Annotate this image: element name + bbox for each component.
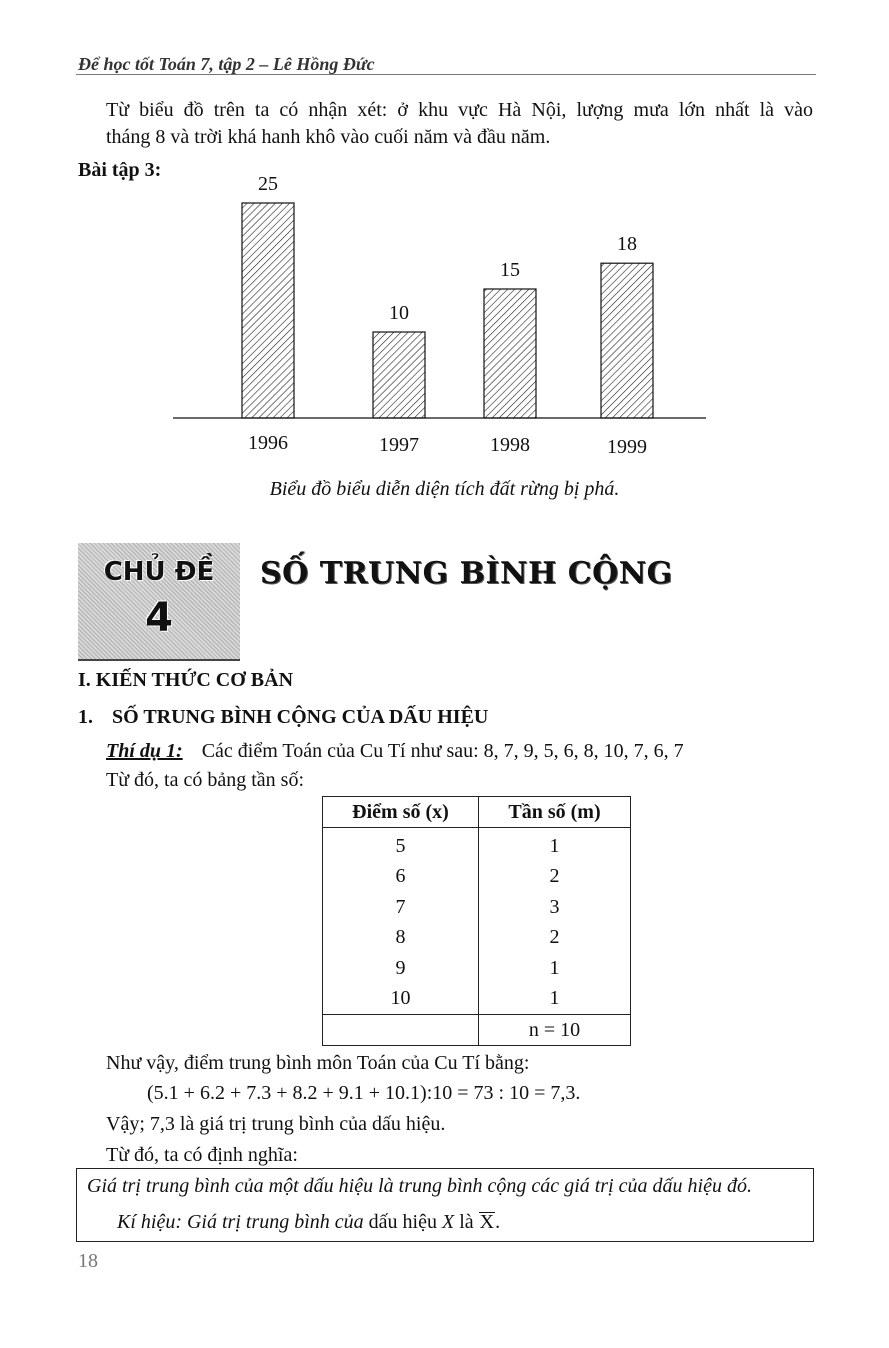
header-rule: [76, 74, 816, 75]
table-cell-frequency: 2: [479, 923, 631, 954]
bar-chart: [0, 160, 889, 470]
bar-1996: [242, 203, 294, 418]
notation-la: là: [459, 1211, 474, 1233]
table-cell-score: 8: [323, 923, 479, 954]
topic-box: [78, 543, 240, 661]
table-cell-score: 5: [323, 828, 479, 862]
table-cell-score: 7: [323, 892, 479, 923]
topic-title: SỐ TRUNG BÌNH CỘNG: [260, 556, 673, 591]
definition-box: [76, 1168, 814, 1242]
frequency-table: [322, 796, 631, 1046]
table-total-row: [323, 1015, 631, 1046]
notation-variable: X: [441, 1211, 455, 1233]
notation-line: [117, 1209, 500, 1236]
table-row: [323, 984, 631, 1015]
chart-bars: [242, 203, 653, 418]
example-label: Thí dụ 1:: [106, 740, 183, 762]
table-row: [323, 862, 631, 893]
intro-line-2: tháng 8 và trời khá hanh khô vào cuối năm và đầu năm.: [106, 126, 551, 148]
x-bar-symbol: X: [479, 1211, 495, 1233]
section-heading: I. KIẾN THỨC CƠ BẢN: [78, 669, 294, 691]
table-header-score: Điểm số (x): [323, 797, 479, 828]
x-tick-label-1999: 1999: [607, 436, 647, 458]
table-cell-score: 6: [323, 862, 479, 893]
intro-line-1: Từ biểu đồ trên ta có nhận xét: ở khu vực Hà Nội, lượng mưa lớn nhất là vào: [106, 99, 813, 121]
bar-value-label-1999: 18: [617, 233, 637, 256]
notation-end: .: [495, 1211, 501, 1233]
example-line: [106, 738, 684, 765]
x-tick-label-1997: 1997: [379, 434, 419, 456]
table-cell-frequency: 1: [479, 953, 631, 984]
chart-caption: Biểu đồ biểu diễn diện tích đất rừng bị phá.: [269, 478, 620, 500]
conclusion-line-3: Từ đó, ta có định nghĩa:: [106, 1144, 298, 1166]
table-cell-frequency: 2: [479, 862, 631, 893]
exercise-label: Bài tập 3:: [78, 159, 162, 181]
bar-1997: [373, 332, 425, 418]
table-row: [323, 828, 631, 862]
table-row: [323, 953, 631, 984]
example-text: Các điểm Toán của Cu Tí như sau: 8, 7, 9, 5, 6, 8, 10, 7, 6, 7: [201, 740, 684, 762]
running-header: Để học tốt Toán 7, tập 2 – Lê Hồng Đức: [78, 54, 375, 74]
bar-value-label-1998: 15: [500, 259, 520, 281]
table-cell-score: 10: [323, 984, 479, 1015]
table-row: [323, 892, 631, 923]
bar-1999: [601, 263, 653, 418]
conclusion-line-2: Vậy; 7,3 là giá trị trung bình của dấu hiệu.: [106, 1113, 446, 1135]
x-tick-label-1996: 1996: [248, 432, 288, 454]
subheading-number: 1.: [78, 706, 93, 728]
table-cell-frequency: 1: [479, 828, 631, 862]
table-cell-frequency: 1: [479, 984, 631, 1015]
page-number: 18: [78, 1250, 98, 1272]
table-row: [323, 923, 631, 954]
conclusion-line-1: Như vậy, điểm trung bình môn Toán của Cu Tí bằng:: [106, 1052, 530, 1074]
subheading: SỐ TRUNG BÌNH CỘNG CỦA DẤU HIỆU: [112, 706, 489, 728]
table-cell-frequency: 3: [479, 892, 631, 923]
definition-text: Giá trị trung bình của một dấu hiệu là trung bình cộng các giá trị của dấu hiệu đó.: [87, 1175, 752, 1197]
table-total-empty: [323, 1015, 479, 1046]
example-lead: Từ đó, ta có bảng tần số:: [106, 769, 305, 791]
table-cell-score: 9: [323, 953, 479, 984]
bar-1998: [484, 289, 536, 418]
chart-tick-labels: [248, 432, 647, 458]
table-total-n: n = 10: [479, 1015, 631, 1046]
bar-value-label-1997: 10: [389, 302, 409, 324]
notation-mid: dấu hiệu: [368, 1211, 437, 1233]
bar-value-label-1996: 25: [258, 173, 278, 195]
topic-number: 4: [145, 595, 173, 641]
chart-value-labels: [258, 173, 637, 324]
notation-lead: Kí hiệu: Giá trị trung bình của: [117, 1211, 364, 1233]
table-header-frequency: Tần số (m): [479, 797, 631, 828]
topic-label: CHỦ ĐỀ: [103, 557, 215, 587]
x-tick-label-1998: 1998: [490, 434, 530, 456]
mean-formula: (5.1 + 6.2 + 7.3 + 8.2 + 9.1 + 10.1):10 = 73 : 10 = 7,3.: [147, 1082, 581, 1104]
